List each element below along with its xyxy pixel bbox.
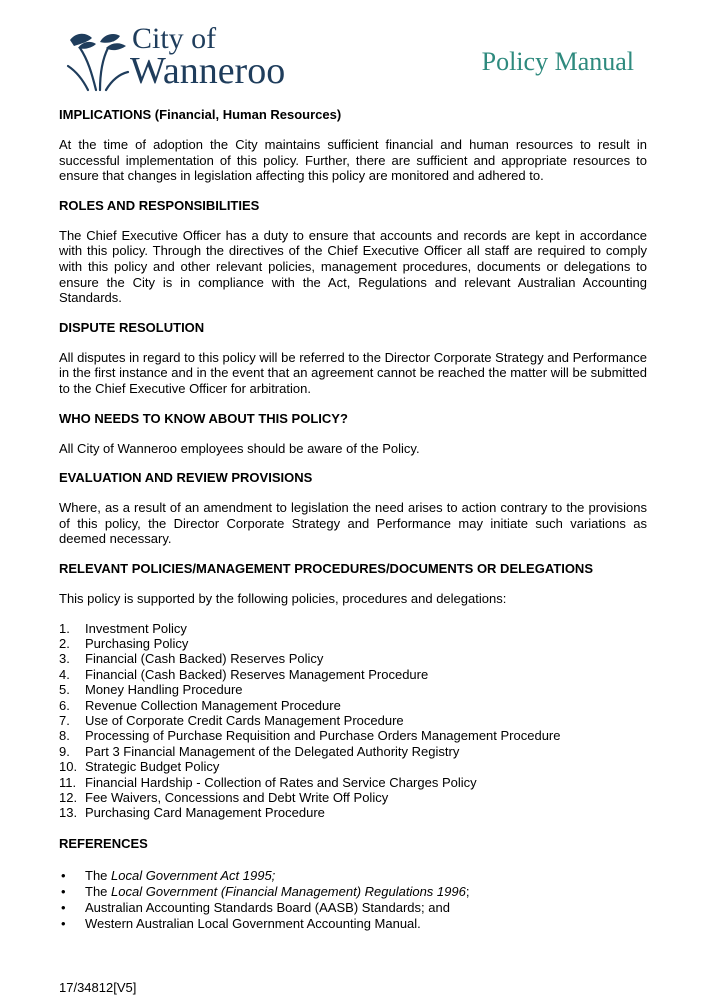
logo-text-wanneroo: Wanneroo — [130, 50, 286, 92]
page-header — [0, 0, 706, 100]
list-item: 10. Strategic Budget Policy — [59, 759, 220, 775]
roles-text: The Chief Executive Officer has a duty to ensure that accounts and records are kept in accordance with this policy. Through the directives of the Chief Executive Officer all staff are required to comply with this policy and other relevant policies, management procedures, documents or delegations to ensure the City is in compliance with the Act, Regulations and relevant Australian Accounting Standards. — [59, 227, 647, 306]
relevant-policies-list — [59, 621, 647, 821]
implications-text: At the time of adoption the City maintains sufficient financial and human resources to result in successful implementation of this policy. Further, there are sufficient and appropriate resources to ensure that changes in legislation affecting this policy are monitored and adhered to. — [59, 137, 647, 184]
bullet-icon: • — [61, 899, 66, 915]
list-item: • Western Australian Local Government Accounting Manual. — [61, 915, 421, 931]
relevant-heading: RELEVANT POLICIES/MANAGEMENT PROCEDURES/DOCUMENTS OR DELEGATIONS — [59, 560, 593, 576]
dispute-heading: DISPUTE RESOLUTION — [59, 319, 205, 335]
relevant-intro: This policy is supported by the following policies, procedures and delegations: — [59, 590, 507, 606]
list-item: 6. Revenue Collection Management Procedure — [59, 697, 341, 713]
list-item: 4. Financial (Cash Backed) Reserves Management Procedure — [59, 666, 429, 682]
roles-heading: ROLES AND RESPONSIBILITIES — [59, 197, 260, 213]
city-of-wanneroo-logo — [66, 22, 296, 92]
references-list — [59, 868, 647, 932]
who-heading: WHO NEEDS TO KNOW ABOUT THIS POLICY? — [59, 410, 348, 426]
list-item: 11. Financial Hardship - Collection of Rates and Service Charges Policy — [59, 774, 477, 790]
dispute-text: All disputes in regard to this policy will be referred to the Director Corporate Strategy and Performance in the first instance and in the event that an agreement cannot be reached the matter will be submitted to the Chief Executive Officer for arbitration. — [59, 349, 647, 396]
policy-body — [59, 107, 647, 932]
list-item: 13. Purchasing Card Management Procedure — [59, 805, 325, 821]
references-heading: REFERENCES — [59, 835, 148, 851]
policy-manual-title: Policy Manual — [481, 47, 634, 76]
bullet-icon: • — [61, 867, 66, 883]
list-item: 5. Money Handling Procedure — [59, 682, 243, 698]
bullet-icon: • — [61, 915, 66, 931]
list-item: • Australian Accounting Standards Board (AASB) Standards; and — [61, 899, 450, 915]
list-item: 7. Use of Corporate Credit Cards Management Procedure — [59, 712, 404, 728]
evaluation-heading: EVALUATION AND REVIEW PROVISIONS — [59, 470, 313, 486]
evaluation-text: Where, as a result of an amendment to legislation the need arises to action contrary to the provisions of this policy, the Director Corporate Strategy and Performance may initiate such variations as deemed necessary. — [59, 500, 647, 547]
list-item: 2. Purchasing Policy — [59, 635, 189, 651]
list-item: 1. Investment Policy — [59, 620, 187, 636]
list-item: • The Local Government Act 1995; — [61, 867, 276, 883]
logo-text-city-of: City of — [132, 22, 217, 55]
kangaroo-paw-icon — [66, 30, 130, 92]
list-item: 8. Processing of Purchase Requisition and Purchase Orders Management Procedure — [59, 728, 561, 744]
implications-heading: IMPLICATIONS (Financial, Human Resources) — [59, 107, 342, 122]
bullet-icon: • — [61, 883, 66, 899]
who-text: All City of Wanneroo employees should be aware of the Policy. — [59, 440, 420, 456]
list-item: 9. Part 3 Financial Management of the Delegated Authority Registry — [59, 743, 460, 759]
list-item: 12. Fee Waivers, Concessions and Debt Write Off Policy — [59, 789, 389, 805]
list-item: • The Local Government (Financial Management) Regulations 1996; — [61, 883, 470, 899]
document-reference-code: 17/34812[V5] — [59, 980, 137, 995]
list-item: 3. Financial (Cash Backed) Reserves Policy — [59, 651, 324, 667]
